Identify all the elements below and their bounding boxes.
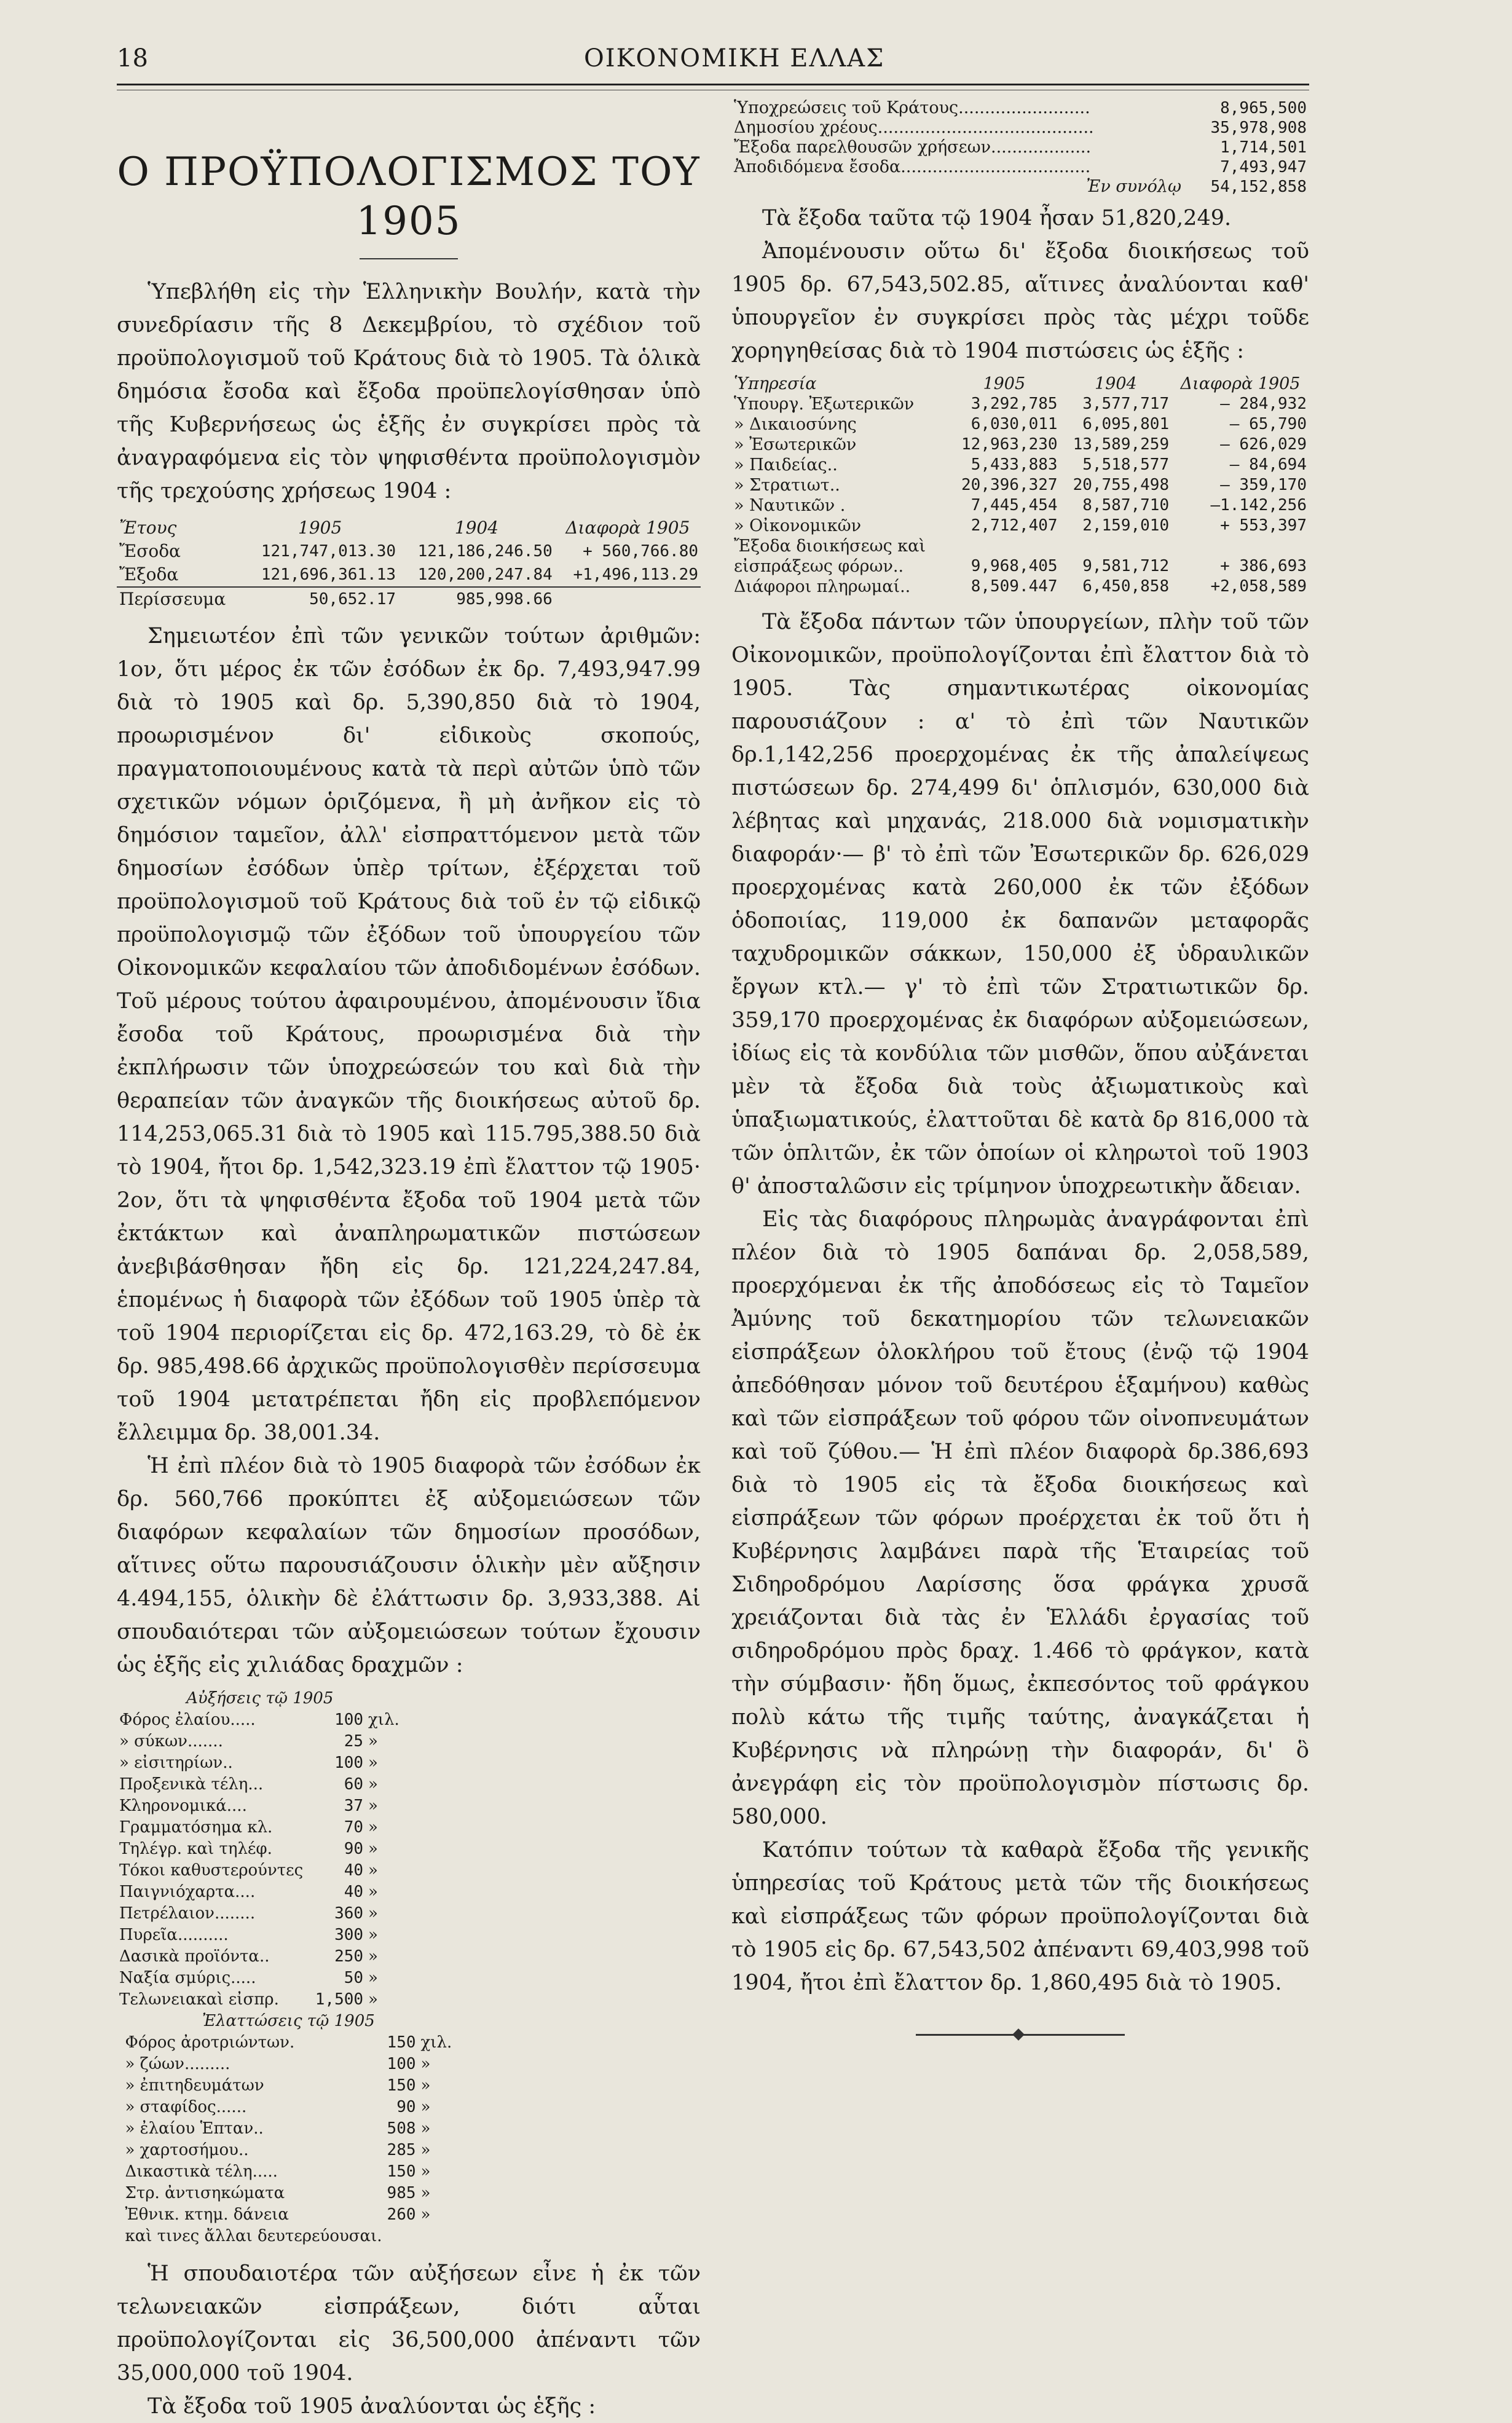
ministry-cell: εἰσπράξεως φόρων.. [734,557,904,576]
increase-cell: 60 [344,1775,364,1794]
table-row [731,475,1309,495]
decrease-cell: » σταφίδος...... [125,2098,247,2116]
ministry-cell: 13,589,259 [1073,435,1170,454]
increase-cell: » [368,1947,378,1966]
budget-cell: 121,186,246.50 [417,542,553,561]
customs-paragraph: Ἡ σπουδαιοτέρα τῶν αὐξήσεων εἶνε ἡ ἐκ τῶν τελωνειακῶν εἰσπράξεων, διότι αὗται προϋπολογίζονται εἰς 36,500,000 ἀπέναντι τῶν 35,000,000 τοῦ 1904. [117,2261,701,2386]
ministry-cell: — 84,694 [1229,455,1307,474]
table-row [117,1925,403,1946]
table-row [117,1968,403,1989]
ministry-cell: Ἔξοδα διοικήσεως καὶ [734,537,926,556]
decrease-cell: » ἐπιτηδευμάτων [125,2076,264,2095]
increase-cell: Τελωνειακαὶ εἰσπρ. [119,1990,279,2009]
decrease-cell: 90 [396,2098,416,2116]
misc-payments-paragraph: Εἰς τὰς διαφόρους πληρωμὰς ἀναγράφονται ἐπὶ πλέον διὰ τὸ 1905 δαπάναι δρ. 2,058,589, προερχόμεναι ἐκ τῆς ἀποδόσεως εἰς τὸ Ταμεῖον Ἀμύνης τοῦ δεκατημορίου τῶν τελωνειακῶν εἰσπράξεων ὁλοκλήρου τοῦ ἔτους (ἐνῷ τῷ 1904 ἀπεδόθησαν μόνον τοῦ δευτέρου ἑξαμήνου) καθὼς καὶ τῶν εἰσπράξεων τοῦ φόρου τῶν οἰνοπνευμάτων καὶ τοῦ ζύθου.— Ἡ ἐπὶ πλέον διαφορὰ δρ.386,693 διὰ τὸ 1905 εἰς τὰ ἔξοδα διοικήσεως καὶ εἰσπράξεων τῶν φόρων προέρχεται ἐκ τοῦ ὅτι ἡ Κυβέρνησις λαμβάνει παρὰ τῆς Ἑταιρείας τοῦ Σιδηροδρόμου Λαρίσσης ὅσα φράγκα χρυσᾶ χρειάζονται διὰ τὰς ἐν Ἑλλάδι ἐργασίας τοῦ σιδηροδρόμου πρὸς δραχ. 1.466 τὸ φράγκον, κατὰ τὴν σύμβασιν· ἤδη ὅμως, ἐκπεσόντος τοῦ φράγκου πολὺ κάτω τῆς τιμῆς ταύτης, ἀναγκάζεται ἡ Κυβέρνησις νὰ πληρώνῃ τὴν διαφοράν, δι' ὃ ἀνεγράφη εἰς τὸν προϋπολογισμὸν πίστωσις δρ. 580,000. [731,1207,1309,1829]
table-row [117,1795,403,1817]
decrease-cell: » [420,2098,431,2116]
ministry-cell: Ὑπουργ. Ἐξωτερικῶν [734,395,915,414]
increase-cell: 300 [334,1926,364,1944]
increase-cell: Προξενικὰ τέλη... [119,1775,264,1794]
table-row [117,1774,403,1795]
ministry-cell: 2,159,010 [1082,516,1170,535]
expense-total-label: Ἐν συνόλῳ [1086,177,1181,196]
decrease-cell: Ἐθνικ. κτημ. δάνεια [125,2205,289,2224]
table-row [123,2226,455,2247]
increase-cell: 90 [344,1840,364,1858]
increase-cell: » [368,1754,378,1772]
increase-cell: » [368,1818,378,1837]
decrease-cell: Στρ. ἀντισηκώματα [125,2184,285,2202]
notes-paragraph: Σημειωτέον ἐπὶ τῶν γενικῶν τούτων ἀριθμῶν: 1ον, ὅτι μέρος ἐκ τῶν ἐσόδων ἐκ δρ. 7,493,947.99 διὰ τὸ 1905 καὶ δρ. 5,390,850 διὰ τὸ 1904, προωρισμένον δι' εἰδικοὺς σκοπούς, πραγματοποιουμένους κατὰ τὰ περὶ αὐτῶν ὑπὸ τῶν σχετικῶν νόμων ὁριζόμενα, ἢ μὴ ἀνῆκον εἰς τὸ δημόσιον ταμεῖον, ἀλλ' εἰσπραττόμενον μετὰ τῶν δημοσίων ἐσόδων ὑπὲρ τρίτων, ἐξέρχεται τοῦ προϋπολογισμοῦ τοῦ Κράτους διὰ τοῦ ἐν τῷ εἰδικῷ προϋπολογισμῷ τῶν ἐξόδων τοῦ ὑπουργείου τῶν Οἰκονομικῶν κεφαλαίου τῶν ἀποδιδομένων ἐσόδων. Τοῦ μέρους τούτου ἀφαιρουμένου, ἀπομένουσιν ἴδια ἔσοδα τοῦ Κράτους, προωρισμένα διὰ τὴν ἐκπλήρωσιν τῶν ὑποχρεώσεών του καὶ διὰ τὴν θεραπείαν τῶν ἀναγκῶν τῆς διοικήσεως αὐτοῦ δρ. 114,253,065.31 διὰ τὸ 1905 καὶ 115.795,388.50 διὰ τὸ 1904, ἤτοι δρ. 1,542,323.19 ἐπὶ ἔλαττον τῷ 1905· 2ον, ὅτι τὰ ψηφισθέντα ἔξοδα τοῦ 1904 μετὰ τῶν ἐκτάκτων καὶ ἀναπληρωματικῶν πιστώσεων ἀνεβιβάσθησαν ἤδη εἰς δρ. 121,224,247.84, ἑπομένως ἡ διαφορὰ τῶν ἐξόδων τοῦ 1905 ὑπὲρ τὰ τοῦ 1904 περιορίζεται εἰς δρ. 472,163.29, τὸ δὲ ἐκ δρ. 985,498.66 ἀρχικῶς προϋπολογισθὲν περίσσευμα τοῦ 1904 μετατρέπεται ἤδη εἰς προβλεπόμενον ἔλλειμμα δρ. 38,001.34. [117,624,701,1445]
ministry-cell: — 359,170 [1220,476,1307,494]
table-row [117,563,701,587]
ministry-header-1904: 1904 [1094,374,1137,393]
page-number: 18 [117,44,148,73]
table-row [123,2075,455,2097]
decrease-cell: » ζώων......... [125,2055,230,2073]
table-row [731,556,1309,577]
ministry-table [731,374,1309,597]
ministry-cell: 2,712,407 [971,516,1058,535]
increase-cell: » [368,1861,378,1880]
ornament-diamond-icon [1012,2028,1025,2041]
increase-cell: 37 [344,1797,364,1815]
table-row [123,2054,455,2075]
increase-cell: » [368,1775,378,1794]
decrease-cell: » ἐλαίου Ἑπταν.. [125,2119,264,2138]
ministry-header-1905: 1905 [983,374,1026,393]
increase-cell: 100 [334,1711,364,1729]
increase-cell: 360 [334,1904,364,1923]
ministry-cell: — 626,029 [1220,435,1307,454]
net-expenses-paragraph: Κατόπιν τούτων τὰ καθαρὰ ἔξοδα τῆς γενικῆς ὑπηρεσίας τοῦ Κράτους μετὰ τῶν τῆς διοικήσεως καὶ εἰσπράξεως τῶν φόρων προϋπολογίζονται διὰ τὸ 1905 εἰς δρ. 67,543,502 ἀπέναντι 69,403,998 τοῦ 1904, ἤτοι ἐπὶ ἔλαττον δρ. 1,860,495 διὰ τὸ 1905. [731,1838,1309,1995]
decrease-cell: » [420,2205,431,2224]
ministry-cell: —1.142,256 [1210,496,1307,514]
header-rule [117,84,1309,85]
table-row [123,2140,455,2161]
expenses-intro-paragraph: Τὰ ἔξοδα τοῦ 1905 ἀναλύονται ὡς ἑξῆς : [148,2394,596,2419]
increase-cell: Τηλέγρ. καὶ τηλέφ. [119,1840,272,1858]
increase-cell: » εἰσιτηρίων.. [119,1754,233,1772]
ministry-body [731,394,1309,597]
increase-cell: » [368,1797,378,1815]
expense-summary-table [731,98,1309,197]
budget-cell: 120,200,247.84 [398,563,555,587]
table-header-row [117,516,701,540]
title-rule [360,258,458,259]
increase-cell: » [368,1969,378,1987]
decrease-cell: 508 [387,2119,416,2138]
decrease-cell: » [420,2162,431,2181]
decrease-cell: 985 [387,2184,416,2202]
ministry-cell: 5,433,883 [971,455,1058,474]
decrease-cell: » [420,2141,431,2159]
decreases-title: Ἐλαττώσεις τῷ 1905 [202,2012,375,2030]
decrease-cell: 150 [387,2162,416,2181]
decrease-cell: 285 [387,2141,416,2159]
right-column [731,98,1309,2036]
table-row [123,2032,455,2054]
expense-summary-cell: 1,714,501 [1220,138,1307,157]
running-title: ΟΙΚΟΝΟΜΙΚΗ ΕΛΛΑΣ [584,44,885,73]
revenue-changes [117,1688,701,2247]
table-row [117,1838,403,1860]
table-row [117,1903,403,1925]
ministry-cell: » Στρατιωτ.. [734,476,840,495]
table-row [731,118,1309,138]
increases-table [117,1688,403,2011]
intro-paragraph: Ὑπεβλήθη εἰς τὴν Ἑλληνικὴν Βουλήν, κατὰ τὴν συνεδρίασιν τῆς 8 Δεκεμβρίου, τὸ σχέδιον τοῦ προϋπολογισμοῦ τοῦ Κράτους διὰ τὸ 1905. Τὰ ὁλικὰ δημόσια ἔσοδα καὶ ἔξοδα προϋπελογίσθησαν ὑπὸ τῆς Κυβερνήσεως ὡς ἑξῆς ἐν συγκρίσει πρὸς τὰ ἀναγραφόμενα εἰς τὸν ψηφισθέντα προϋπολογισμὸν τῆς τρεχούσης χρήσεως 1904 : [117,280,701,503]
expense-summary-cell: 8,965,500 [1220,99,1307,117]
increase-cell: Ναξία σμύρις..... [119,1969,256,1987]
end-ornament [916,2034,1125,2036]
ministry-cell: 8,587,710 [1082,496,1170,514]
ministry-cell: 5,518,577 [1082,455,1170,474]
ministry-header-service: Ὑπηρεσία [734,374,817,393]
table-row [123,2183,455,2204]
ministry-cell: » Οἰκονομικῶν [734,516,862,535]
budget-row-label: Ἔσοδα [119,541,181,561]
table-row [731,394,1309,414]
increase-cell: Πυρεῖα.......... [119,1926,229,1944]
decrease-cell: 100 [387,2055,416,2073]
decreases-table [123,2011,455,2247]
ministry-header-diff: Διαφορὰ 1905 [1180,374,1301,393]
increase-cell: » [368,1883,378,1901]
table-row [117,1946,403,1968]
decrease-cell: » [420,2184,431,2202]
ministry-cell: 9,581,712 [1082,557,1170,575]
ministry-cell: 6,450,858 [1082,577,1170,596]
ministry-cell: » Παιδείας.. [734,455,838,475]
table-row [731,536,1309,556]
budget-cell: 50,652.17 [309,590,396,609]
ministry-cell [948,536,1060,556]
admin-paragraph: Ἀπομένουσιν οὕτω δι' ἔξοδα διοικήσεως τοῦ 1905 δρ. 67,543,502.85, αἵτινες ἀναλύονται καθ' ὑπουργεῖον ἐν συγκρίσει πρὸς τὰς μέχρι τοῦδε χορηγηθείσας διὰ τὸ 1904 πιστώσεις ὡς ἑξῆς : [731,239,1309,363]
increase-cell: » [368,1990,378,2009]
expense-summary-cell: Ὑποχρεώσεις τοῦ Κράτους......................... [734,98,1090,117]
ministry-cell: » Ναυτικῶν . [734,496,846,515]
budget-table [117,516,701,611]
increase-cell: 100 [334,1754,364,1772]
table-row [123,2161,455,2183]
increase-cell: Κληρονομικά.... [119,1797,247,1815]
increase-cell: Δασικὰ προϊόντα.. [119,1947,270,1966]
expense-summary-body [731,98,1309,177]
budget-cell [555,587,701,611]
budget-row-label: Ἔξοδα [117,563,242,587]
increase-cell: 40 [344,1883,364,1901]
expense-summary-cell: Δημοσίου χρέους......................................... [734,118,1094,137]
budget-cell: +1,496,113.29 [555,563,701,587]
decrease-cell: καὶ τινες ἄλλαι δευτερεύουσαι. [125,2227,382,2245]
budget-header-1905: 1905 [298,518,342,538]
table-row [731,516,1309,536]
left-column [117,98,701,2423]
ministry-cell: 6,030,011 [971,415,1058,433]
table-row [117,1752,403,1774]
decrease-cell: χιλ. [420,2033,452,2052]
increase-cell: 40 [344,1861,364,1880]
ministry-cell: 20,396,327 [961,476,1058,494]
increase-cell: Φόρος ἐλαίου..... [119,1711,256,1729]
budget-cell: 121,696,361.13 [242,563,398,587]
increase-cell: 70 [344,1818,364,1837]
ministry-cell [1060,536,1172,556]
decrease-cell: » χαρτοσήμου.. [125,2141,249,2159]
table-row [117,1860,403,1881]
budget-header-year: Ἔτους [119,518,177,538]
decrease-cell: 150 [387,2033,416,2052]
increase-cell: Παιγνιόχαρτα.... [119,1883,256,1901]
decrease-cell: » [420,2055,431,2073]
table-row [123,2097,455,2118]
table-row [117,1817,403,1838]
table-row [731,414,1309,435]
increase-cell: » [368,1904,378,1923]
increase-cell: » [368,1840,378,1858]
ministry-cell: + 386,693 [1220,557,1307,575]
ministry-cell: 3,577,717 [1082,395,1170,413]
budget-cell: 985,998.66 [456,590,553,609]
ministry-cell: 7,445,454 [971,496,1058,514]
ministry-cell: » Δικαιοσύνης [734,415,857,434]
expense-summary-cell: Ἔξοδα παρελθουσῶν χρήσεων................... [734,138,1092,157]
table-row [731,495,1309,516]
increase-cell: Πετρέλαιον........ [119,1904,256,1923]
expense-summary-cell: 7,493,947 [1220,158,1307,176]
ministry-cell: 8,509.447 [971,577,1058,596]
budget-cell: + 560,766.80 [583,542,698,561]
expense-total-row [731,177,1309,197]
table-row [117,540,701,563]
increase-cell: 250 [334,1947,364,1966]
expenses-1904-paragraph: Τὰ ἔξοδα ταῦτα τῷ 1904 ἦσαν 51,820,249. [762,206,1232,230]
table-row [123,2204,455,2226]
increase-cell: 1,500 [315,1990,364,2009]
decreases-body [123,2032,455,2247]
ministry-cell: — 284,932 [1220,395,1307,413]
decrease-cell: » [420,2076,431,2095]
ministry-cell: + 553,397 [1220,516,1307,535]
table-row [731,577,1309,597]
ministry-cell [1171,536,1309,556]
ministry-cell: 3,292,785 [971,395,1058,413]
table-row [731,455,1309,475]
article-title: Ο ΠΡΟΫΠΟΛΟΓΙΣΜΟΣ ΤΟΥ 1905 [117,149,701,244]
budget-cell: 121,747,013.30 [261,542,396,561]
increases-title: Αὐξήσεις τῷ 1905 [186,1689,334,1708]
ministry-cell: 9,968,405 [971,557,1058,575]
increase-cell: » σύκων....... [119,1732,223,1751]
decrease-cell [385,2226,419,2247]
table-row [731,157,1309,177]
table-row [117,587,701,611]
table-row [117,1731,403,1752]
table-row [117,1709,403,1731]
decrease-cell [419,2226,455,2247]
table-header-row [731,374,1309,394]
revenue-diff-paragraph: Ἡ ἐπὶ πλέον διὰ τὸ 1905 διαφορὰ τῶν ἐσόδων ἐκ δρ. 560,766 προκύπτει ἐξ αὐξομειώσεων τῶν διαφόρων κεφαλαίων τῶν δημοσίων προσόδων, αἵτινες οὕτω παρουσιάζουσιν ὁλικὴν μὲν αὔξησιν 4.494,155, ὁλικὴν δὲ ἐλάττωσιν δρ. 3,933,388. Αἱ σπουδαιότεραι τῶν αὐξομειώσεων τούτων ἔχουσιν ὡς ἑξῆς εἰς χιλιάδας δραχμῶν : [117,1454,701,1677]
budget-header-1904: 1904 [454,518,499,538]
table-row [731,435,1309,455]
decrease-cell: Δικαστικὰ τέλη..... [125,2162,278,2181]
increase-cell: » [368,1926,378,1944]
table-row [123,2118,455,2140]
budget-row-label: Περίσσευμα [119,589,226,609]
expense-summary-cell: Ἀποδιδόμενα ἔσοδα.................................... [734,157,1091,176]
table-row [117,1881,403,1903]
ministry-cell: +2,058,589 [1210,577,1307,596]
increase-cell: Τόκοι καθυστερούντες [119,1861,304,1880]
table-row [117,1989,403,2011]
decrease-cell: » [420,2119,431,2138]
table-row [731,138,1309,157]
economies-paragraph: Τὰ ἔξοδα πάντων τῶν ὑπουργείων, πλὴν τοῦ τῶν Οἰκονομικῶν, προϋπολογίζονται ἐπὶ ἔλαττον διὰ τὸ 1905. Τὰς σημαντικωτέρας οἰκονομίας παρουσιάζουν : α' τὸ ἐπὶ τῶν Ναυτικῶν δρ.1,142,256 προερχομένας ἐκ τῆς ἀπαλείψεως πιστώσεων δρ. 274,499 δι' ὁπλισμόν, 630,000 διὰ λέβητας καὶ μηχανάς, 218.000 διὰ νομισματικὴν διαφοράν·— β' τὸ ἐπὶ τῶν Ἐσωτερικῶν δρ. 626,029 προερχομένας κατὰ 260,000 ἐκ τῶν ἐξόδων ὁδοποιίας, 119,000 ἐκ δαπανῶν μεταφορᾶς ταχυδρομικῶν σάκκων, 150,000 ἐξ ὑδραυλικῶν ἔργων κτλ.— γ' τὸ ἐπὶ τῶν Στρατιωτικῶν δρ. 359,170 προερχομένας ἐκ διαφόρων αὐξομειώσεων, ἰδίως εἰς τὰ κονδύλια τῶν μισθῶν, ὅπου αὐξάνεται μὲν τὰ ἔξοδα διὰ τοὺς ἀξιωματικοὺς καὶ ὑπαξιωματικούς, ἐλαττοῦται δὲ κατὰ δρ 816,000 τὰ τῶν ὁπλιτῶν, ἐκ τῶν ὁποίων οἱ κληρωτοὶ τοῦ 1903 θ' ἀποσταλῶσιν εἰς τρίμηνον ὑποχρεωτικὴν ἄδειαν. [731,610,1309,1199]
ministry-cell: 12,963,230 [961,435,1058,454]
expense-total-value: 54,152,858 [1210,178,1307,196]
expense-summary-cell: 35,978,908 [1210,119,1307,137]
increase-cell: χιλ. [368,1711,400,1729]
increase-cell: Γραμματόσημα κλ. [119,1818,273,1837]
increase-cell: 25 [344,1732,364,1751]
ministry-cell: — 65,790 [1229,415,1307,433]
decrease-cell: 150 [387,2076,416,2095]
table-row [731,98,1309,118]
budget-header-diff: Διαφορὰ 1905 [565,518,690,538]
decrease-cell: 260 [387,2205,416,2224]
ministry-cell: » Ἐσωτερικῶν [734,435,857,454]
increases-body [117,1709,403,2011]
ministry-cell: 6,095,801 [1082,415,1170,433]
ministry-cell: Διάφοροι πληρωμαί.. [734,577,911,596]
increase-cell: 50 [344,1969,364,1987]
decrease-cell: Φόρος ἀροτριώντων. [125,2033,295,2052]
increase-cell: » [368,1732,378,1751]
ministry-cell: 20,755,498 [1073,476,1170,494]
